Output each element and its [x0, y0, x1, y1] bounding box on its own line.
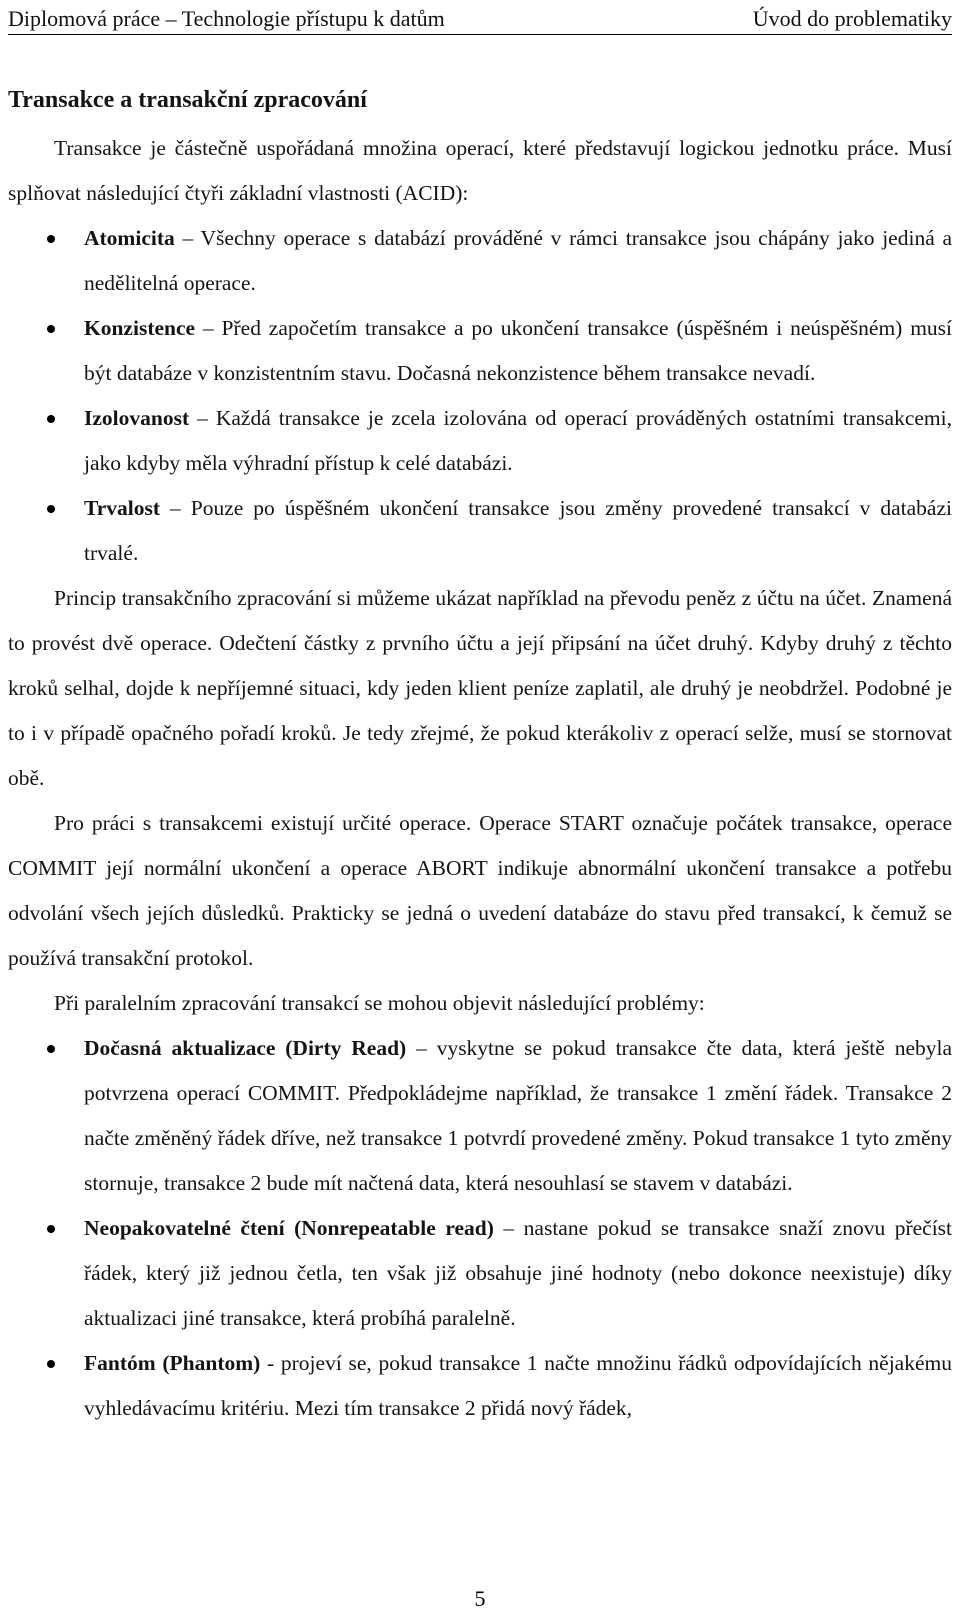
- acid-list: [8, 216, 952, 576]
- problem-term: Neopakovatelné čtení (Nonrepeatable read): [84, 1216, 494, 1240]
- problem-separator: –: [406, 1036, 437, 1060]
- acid-separator: –: [160, 496, 191, 520]
- problem-item-nonrepeatable-read: [8, 1206, 952, 1341]
- problems-list: [8, 1026, 952, 1431]
- acid-separator: –: [189, 406, 216, 430]
- acid-item-atomicity: [8, 216, 952, 306]
- problem-separator: –: [493, 1216, 524, 1240]
- problem-text: nastane pokud se transakce snaží znovu přečíst řádek, který již jednou četla, ten však již obsahuje jiné hodnoty (nebo dokonce neexistuje) díky aktualizaci jiné transakce, která probíhá paralelně.: [84, 1216, 953, 1330]
- acid-text: Pouze po úspěšném ukončení transakce jsou změny provedené transakcí v databázi trvalé.: [84, 496, 952, 565]
- acid-item-consistency: [8, 306, 952, 396]
- problem-term: Fantóm (Phantom): [84, 1351, 261, 1375]
- problem-term: Dočasná aktualizace (Dirty Read): [84, 1036, 407, 1060]
- acid-item-isolation: [8, 396, 952, 486]
- header-chapter: Úvod do problematiky: [752, 6, 952, 31]
- acid-text: Všechny operace s databází prováděné v rámci transakce jsou chápány jako jediná a nedělitelná operace.: [84, 226, 952, 295]
- acid-term: Izolovanost: [84, 406, 190, 430]
- operations-paragraph: Pro práci s transakcemi existují určité operace. Operace START označuje počátek transakce, operace COMMIT její normální ukončení a operace ABORT indikuje abnormální ukončení transakce a potřebu odvolání všech jejích důsledků. Prakticky se jedná o uvedení databáze do stavu před transakcí, k čemuž se používá transakční protokol.: [8, 811, 952, 970]
- acid-term: Trvalost: [84, 496, 161, 520]
- acid-text: Před započetím transakce a po ukončení transakce (úspěšném i neúspěšném) musí být databáze v konzistentním stavu. Dočasná nekonzistence během transakce nevadí.: [84, 316, 953, 385]
- acid-item-durability: [8, 486, 952, 576]
- problem-item-phantom: [8, 1341, 952, 1431]
- page-number: 5: [474, 1586, 486, 1611]
- acid-separator: –: [195, 316, 222, 340]
- problem-separator: -: [260, 1351, 281, 1375]
- intro-paragraph: Transakce je částečně uspořádaná množina operací, které představují logickou jednotku práce. Musí splňovat následující čtyři základní vlastnosti (ACID):: [8, 136, 952, 205]
- acid-term: Atomicita: [84, 226, 175, 250]
- running-header: [8, 4, 952, 35]
- header-title: Diplomová práce – Technologie přístupu k datům: [8, 6, 445, 31]
- page-content: [8, 79, 952, 1431]
- problem-item-dirty-read: [8, 1026, 952, 1206]
- acid-term: Konzistence: [84, 316, 196, 340]
- acid-separator: –: [174, 226, 201, 250]
- section-title: Transakce a transakční zpracování: [8, 87, 367, 113]
- acid-text: Každá transakce je zcela izolována od operací prováděných ostatními transakcemi, jako kdyby měla výhradní přístup k celé databázi.: [84, 406, 952, 475]
- problems-intro-paragraph: Při paralelním zpracování transakcí se mohou objevit následující problémy:: [54, 991, 705, 1015]
- problem-text: vyskytne se pokud transakce čte data, která ještě nebyla potvrzena operací COMMIT. Předpokládejme například, že transakce 1 změní řádek. Transakce 2 načte změněný řádek dříve, než transakce 1 potvrdí provedené změny. Pokud transakce 1 tyto změny stornuje, transakce 2 bude mít načtená data, která nesouhlasí se stavem v databázi.: [84, 1036, 953, 1195]
- problem-text: projeví se, pokud transakce 1 načte množinu řádků odpovídajících nějakému vyhledávacímu kritériu. Mezi tím transakce 2 přidá nový řádek,: [84, 1351, 952, 1420]
- principle-paragraph: Princip transakčního zpracování si můžeme ukázat například na převodu peněz z účtu na účet. Znamená to provést dvě operace. Odečtení částky z prvního účtu a její připsání na účet druhý. Kdyby druhý z těchto kroků selhal, dojde k nepříjemné situaci, kdy jeden klient peníze zaplatil, ale druhý je neobdržel. Podobné je to i v případě opačného pořadí kroků. Je tedy zřejmé, že pokud kterákoliv z operací selže, musí se stornovat obě.: [8, 586, 952, 790]
